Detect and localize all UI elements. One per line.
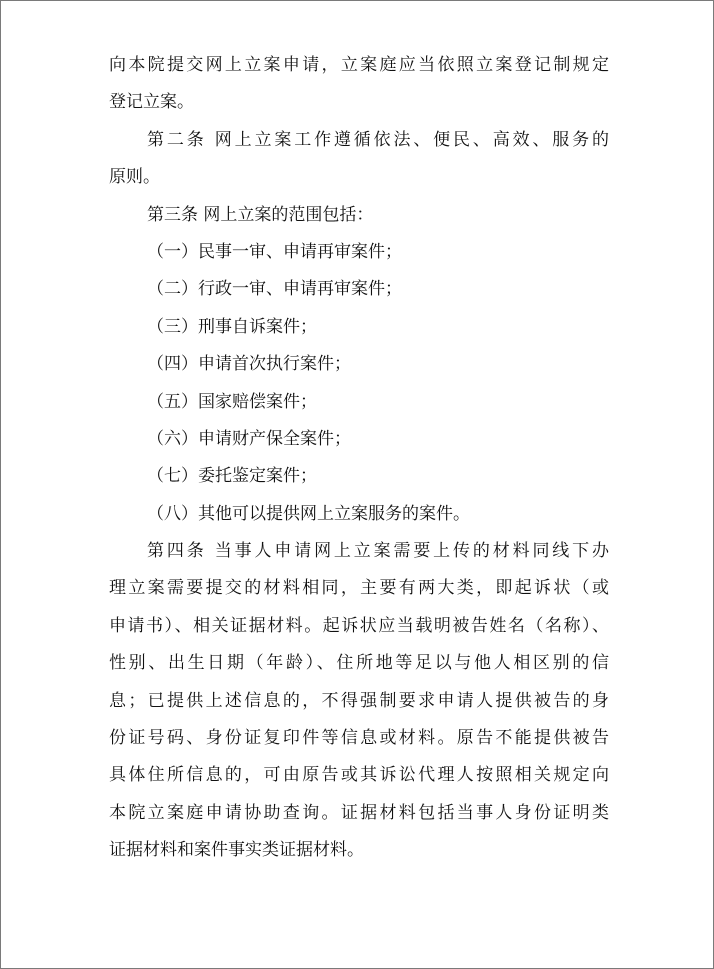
list-item: （六）申请财产保全案件； — [147, 428, 351, 449]
article-4-heading-line: 第四条 当事人申请网上立案需要上传的材料同线下办 — [147, 541, 609, 562]
list-item: （二）行政一审、申请再审案件； — [147, 279, 402, 300]
paragraph-line: 登记立案。 — [109, 92, 194, 113]
paragraph-line: 息；已提供上述信息的，不得强制要求申请人提供被告的身 — [109, 690, 609, 711]
paragraph-line: 份证号码、身份证复印件等信息或材料。原告不能提供被告 — [109, 728, 609, 749]
article-2-heading-line: 第二条 网上立案工作遵循依法、便民、高效、服务的 — [147, 129, 609, 150]
paragraph-line: 申请书）、相关证据材料。起诉状应当载明被告姓名（名称）、 — [109, 615, 609, 636]
paragraph-line: 理立案需要提交的材料相同，主要有两大类，即起诉状（或 — [109, 578, 609, 599]
list-item: （三）刑事自诉案件； — [147, 316, 317, 337]
paragraph-line: 向本院提交网上立案申请，立案庭应当依照立案登记制规定 — [109, 55, 609, 75]
paragraph-line: 性别、出生日期（年龄）、住所地等足以与他人相区别的信 — [109, 653, 609, 674]
paragraph-line: 证据材料和案件事实类证据材料。 — [109, 840, 364, 861]
list-item: （四）申请首次执行案件； — [147, 354, 351, 375]
paragraph-line: 本院立案庭申请协助查询。证据材料包括当事人身份证明类 — [109, 802, 609, 823]
paragraph-line: 具体住所信息的，可由原告或其诉讼代理人按照相关规定向 — [109, 765, 609, 786]
list-item: （八）其他可以提供网上立案服务的案件。 — [147, 503, 470, 524]
article-3-heading-line: 第三条 网上立案的范围包括： — [147, 204, 374, 225]
list-item: （一）民事一审、申请再审案件； — [147, 241, 402, 262]
list-item: （七）委托鉴定案件； — [147, 466, 317, 487]
document-body — [109, 47, 609, 870]
paragraph-line: 原则。 — [109, 167, 160, 188]
list-item: （五）国家赔偿案件； — [147, 391, 317, 412]
